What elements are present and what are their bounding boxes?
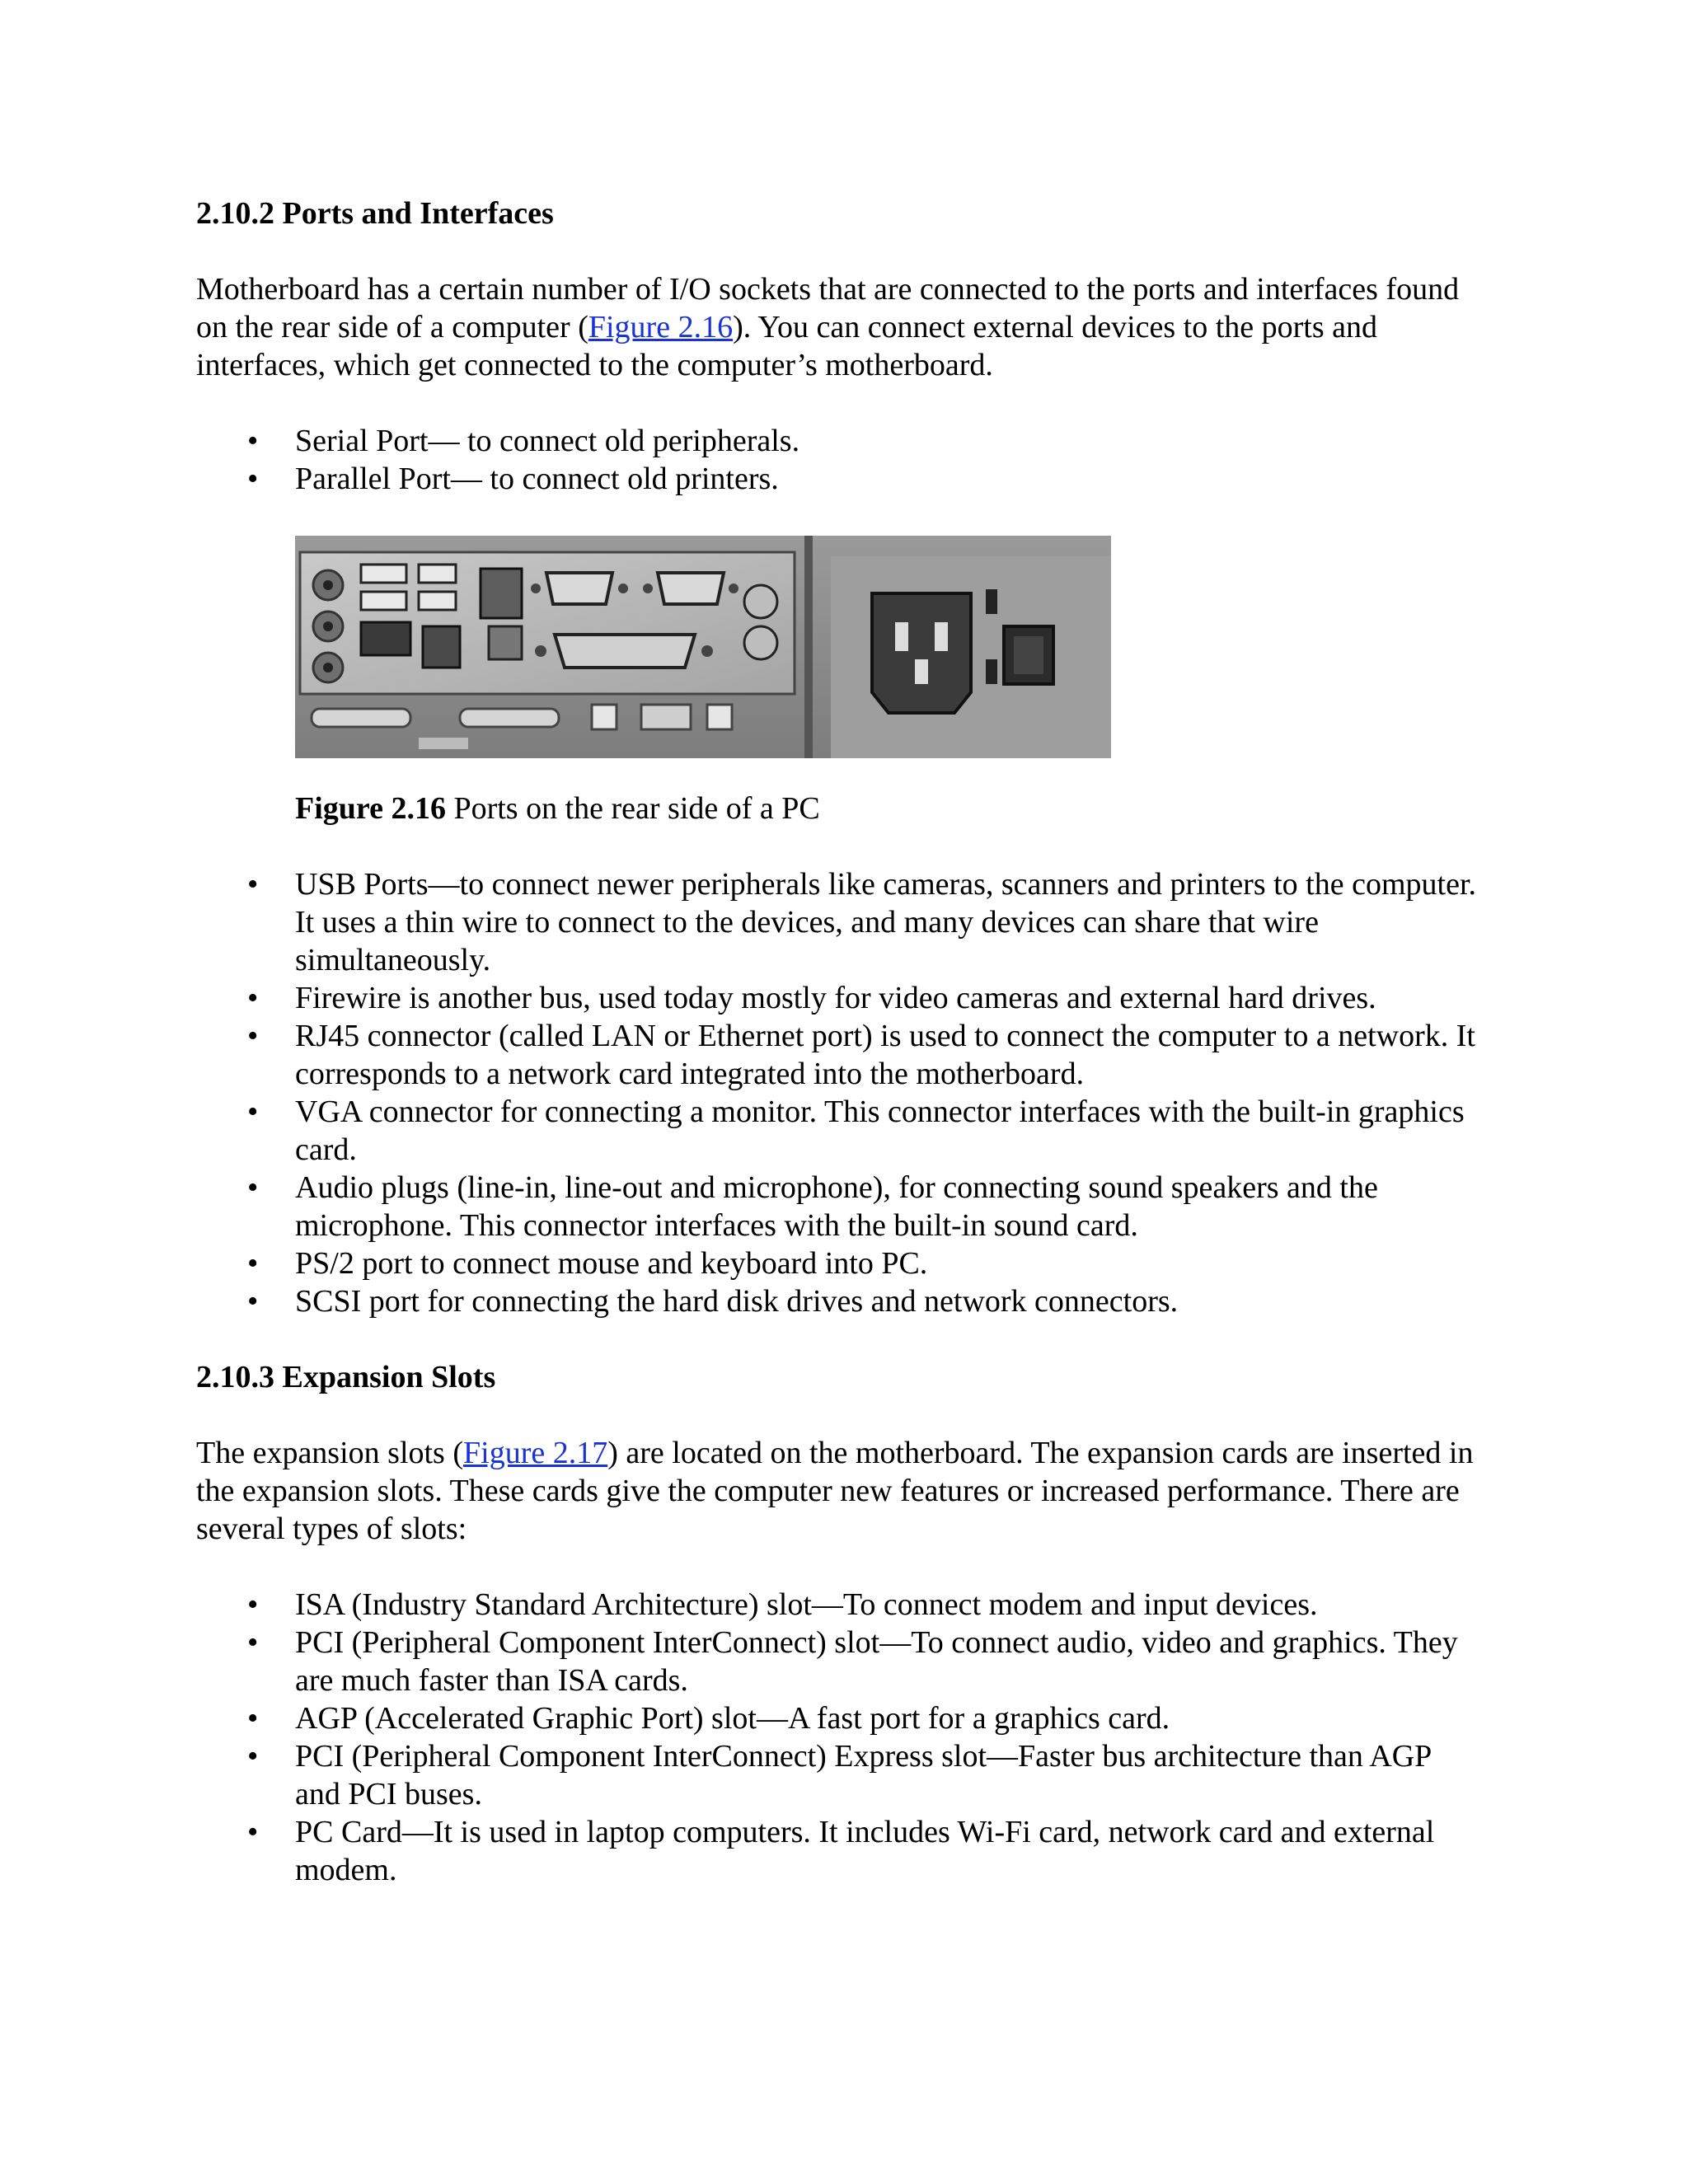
list-item: • RJ45 connector (called LAN or Ethernet port) is used to connect the computer to a network. It corresponds to a network card integrated into the motherboard. <box>196 1017 1482 1093</box>
list-item: • ISA (Industry Standard Architecture) slot—To connect modem and input devices. <box>196 1586 1482 1624</box>
figure-caption: Figure 2.16 Ports on the rear side of a PC <box>295 791 820 826</box>
list-item: • Audio plugs (line-in, line-out and microphone), for connecting sound speakers and the microphone. This connector interfaces with the built-in sound card. <box>196 1169 1482 1244</box>
ports-list-2 <box>196 865 1482 1320</box>
list-item: • USB Ports—to connect newer peripherals like cameras, scanners and printers to the computer. It uses a thin wire to connect to the devices, and many devices can share that wire simultaneously. <box>196 865 1482 979</box>
list-item: • PCI (Peripheral Component InterConnect) slot—To connect audio, video and graphics. They are much faster than ISA cards. <box>196 1624 1482 1699</box>
slots-list <box>196 1586 1482 1889</box>
figure-2-16 <box>295 536 1482 827</box>
figure-2-17-link[interactable]: Figure 2.17 <box>463 1436 608 1470</box>
figure-2-16-link[interactable]: Figure 2.16 <box>588 310 734 344</box>
list-item: • AGP (Accelerated Graphic Port) slot—A fast port for a graphics card. <box>196 1699 1482 1737</box>
ports-intro-paragraph: Motherboard has a certain number of I/O sockets that are connected to the ports and interfaces found on the rear side of a computer (Figure 2.16). You can connect external devices to the ports and interfaces, which get connected to the computer’s motherboard. <box>196 272 1460 382</box>
list-item: • Serial Port— to connect old peripherals. <box>196 422 1482 460</box>
ports-list-1 <box>196 422 1482 498</box>
list-item: • PC Card—It is used in laptop computers. It includes Wi-Fi card, network card and external modem. <box>196 1813 1482 1889</box>
list-item: • VGA connector for connecting a monitor. This connector interfaces with the built-in graphics card. <box>196 1093 1482 1169</box>
document-page <box>196 194 1482 1889</box>
rear-ports-photo <box>295 536 1111 758</box>
list-item: • SCSI port for connecting the hard disk drives and network connectors. <box>196 1282 1482 1320</box>
list-item: • Firewire is another bus, used today mostly for video cameras and external hard drives. <box>196 979 1482 1017</box>
expansion-intro-paragraph: The expansion slots (Figure 2.17) are located on the motherboard. The expansion cards are inserted in the expansion slots. These cards give the computer new features or increased performance. There are several types of slots: <box>196 1436 1474 1546</box>
list-item: • PS/2 port to connect mouse and keyboard into PC. <box>196 1244 1482 1282</box>
list-item: • PCI (Peripheral Component InterConnect) Express slot—Faster bus architecture than AGP and PCI buses. <box>196 1737 1482 1813</box>
section-heading-expansion: 2.10.3 Expansion Slots <box>196 1360 496 1394</box>
list-item: • Parallel Port— to connect old printers. <box>196 460 1482 498</box>
section-heading-ports: 2.10.2 Ports and Interfaces <box>196 196 554 231</box>
